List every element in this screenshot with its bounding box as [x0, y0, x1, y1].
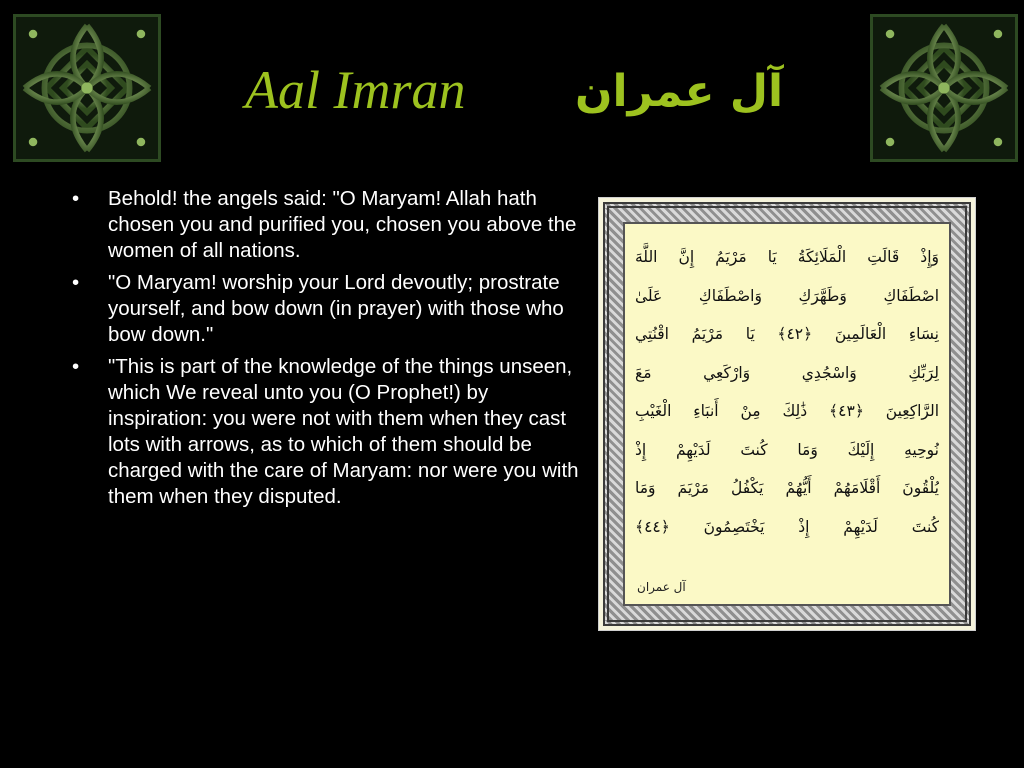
quran-text-area: [623, 222, 951, 606]
slide-title-arabic: آل عمران: [575, 66, 784, 117]
bullet-item: [60, 354, 585, 510]
quran-line: نِسَاءِ الْعَالَمِينَ ﴿٤٢﴾ يَا مَرْيَمُ اقْنُتِي: [635, 325, 939, 343]
sura-name-label: آل عمران: [637, 580, 686, 594]
slide-title: Aal Imran: [245, 60, 466, 120]
quran-page-image: [598, 197, 976, 631]
quran-line: وَإِذْ قَالَتِ الْمَلَائِكَةُ يَا مَرْيَمُ إِنَّ اللَّهَ: [635, 248, 939, 266]
quran-line: نُوحِيهِ إِلَيْكَ وَمَا كُنتَ لَدَيْهِمْ إِذْ: [635, 440, 939, 459]
quran-line: اصْطَفَاكِ وَطَهَّرَكِ وَاصْطَفَاكِ عَلَىٰ: [635, 286, 939, 305]
bullet-list: [60, 186, 585, 516]
ornamental-border: [603, 202, 971, 626]
celtic-knot-icon: [870, 14, 1018, 162]
quran-line: الرَّاكِعِينَ ﴿٤٣﴾ ذَٰلِكَ مِنْ أَنبَاءِ الْغَيْبِ: [635, 402, 939, 420]
bullet-text: "This is part of the knowledge of the things unseen, which We reveal unto you (O Prophet!) by inspiration: you were not with them when they cast lots with arrows, as to which of them should be charged with the care of Maryam: nor were you with them when they disputed.: [108, 355, 579, 508]
bullet-text: Behold! the angels said: "O Maryam! Allah hath chosen you and purified you, chosen you above the women of all nations.: [108, 187, 577, 262]
bullet-marker: •: [72, 271, 80, 294]
bullet-marker: •: [72, 355, 80, 378]
bullet-text: "O Maryam! worship your Lord devoutly; prostrate yourself, and bow down (in prayer) with those who bow down.": [108, 271, 564, 346]
bullet-marker: •: [72, 187, 80, 210]
quran-line: يُلْقُونَ أَقْلَامَهُمْ أَيُّهُمْ يَكْفُلُ مَرْيَمَ وَمَا: [635, 479, 939, 497]
quran-line: كُنتَ لَدَيْهِمْ إِذْ يَخْتَصِمُونَ ﴿٤٤﴾: [635, 517, 939, 536]
quran-lines: [635, 238, 939, 546]
quran-line: لِرَبِّكِ وَاسْجُدِي وَارْكَعِي مَعَ: [635, 363, 939, 382]
bullet-item: [60, 270, 585, 348]
bullet-item: [60, 186, 585, 264]
celtic-knot-icon: [13, 14, 161, 162]
